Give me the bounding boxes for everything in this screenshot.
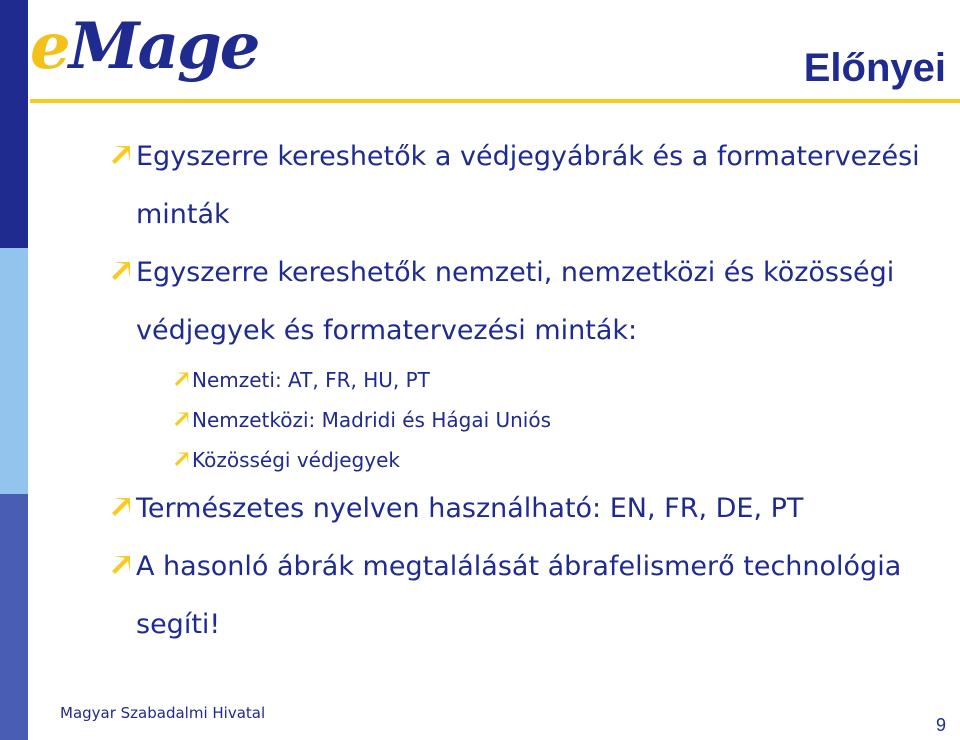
arrow-icon [170,371,190,389]
sub-bullet-item [104,360,924,400]
sidebar-segment-mid [0,494,28,740]
logo-e-letter: e [30,9,69,84]
logo-mage-word: Mage [68,9,259,84]
sub-bullet-text: Nemzeti: AT, FR, HU, PT [192,368,430,392]
sub-bullet-item [104,400,924,440]
sidebar-segment-dark [0,0,28,248]
bullet-item [104,538,924,654]
bullet-item [104,244,924,360]
sub-bullet-text: Közösségi védjegyek [192,448,400,472]
page-number: 9 [935,715,946,735]
bullet-item [104,128,924,244]
sidebar-segment-light [0,248,28,494]
bullet-text: Egyszerre kereshetők a védjegyábrák és a formatervezési minták [136,141,920,230]
arrow-icon [170,451,190,469]
arrow-icon [106,260,132,284]
arrow-icon [106,144,132,168]
bullet-item [104,480,924,538]
arrow-icon [106,496,132,520]
arrow-icon [106,554,132,578]
sub-bullet-text: Nemzetközi: Madridi és Hágai Uniós [192,408,552,432]
sub-bullet-item [104,440,924,480]
emage-logo [30,4,259,94]
footer-organization: Magyar Szabadalmi Hivatal [60,704,266,722]
bullet-text: Természetes nyelven használható: EN, FR, DE, PT [136,493,804,524]
bullet-text: A hasonló ábrák megtalálását ábrafelismerő technológia segíti! [136,551,902,640]
arrow-icon [170,411,190,429]
slide-title: Előnyei [803,46,946,90]
logo-text [30,4,259,90]
bullet-text: Egyszerre kereshetők nemzeti, nemzetközi és közösségi védjegyek és formatervezési minták: [136,257,895,346]
title-underline [30,99,960,103]
bullet-list [104,128,924,654]
